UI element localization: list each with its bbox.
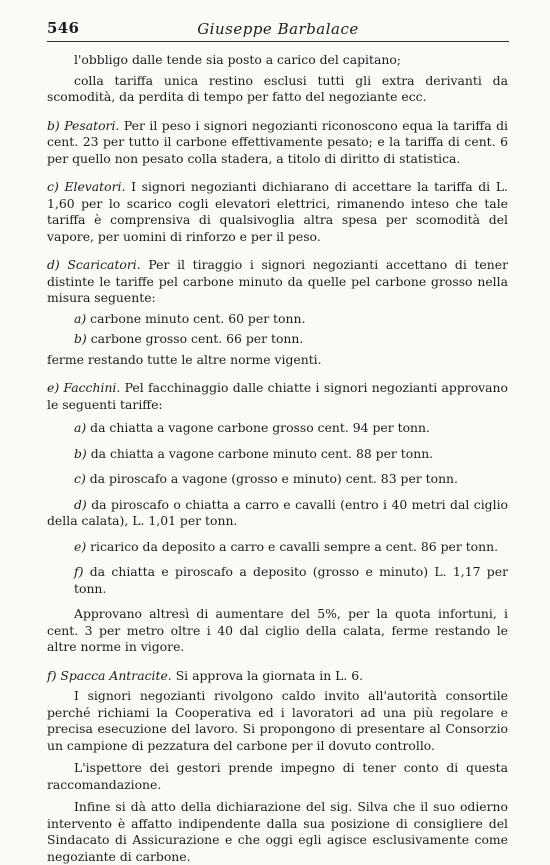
list-item-text: carbone grosso cent. 66 per tonn. <box>86 331 304 346</box>
section-label-spacca-antracite: f) Spacca Antracite. <box>47 667 172 683</box>
page-header <box>47 19 509 42</box>
list-item <box>47 471 508 488</box>
section-text-scaricatori: Per il tiraggio i signori negozianti accettano di tener distinte le tariffe pel carbone minuto da quelle pel carbone grosso nella misura seguente: <box>47 257 508 305</box>
paragraph-invito-cooperativa: I signori negozianti rivolgono caldo invito all'autorità consortile perché richiami la Cooperativa ed i lavoratori ad una più regolare e precisa esecuzione del lavoro. Si propongono di presentare al Consorzio un campione di pezzatura del carbone per il dovuto controllo. <box>47 688 508 753</box>
section-pesatori <box>47 118 508 168</box>
section-text-pesatori: Per il peso i signori negozianti riconoscono equa la tariffa di cent. 23 per tutto il carbone effettivamente pesato; e la tariffa di cent. 6 per quello non pesato colla stadera, a titolo di diritto di statistica. <box>47 117 508 166</box>
list-item <box>47 311 508 328</box>
list-item <box>47 331 508 348</box>
list-item-label: e) <box>74 538 87 554</box>
list-item-label: a) <box>74 310 87 326</box>
section-spacca-antracite <box>47 668 508 685</box>
list-item <box>47 539 508 556</box>
paragraph-dichiarazione-silva: Infine si dà atto della dichiarazione del sig. Silva che il suo odierno intervento è affatto indipendente dalla sua posizione di consigliere del Sindacato di Assicurazione e che oggi egli agisce esclusivamente come negoziante di carbone. <box>47 799 508 864</box>
page-number: 546 <box>47 19 80 37</box>
list-item <box>47 446 508 463</box>
body-text <box>47 52 508 865</box>
list-item-text: da piroscafo a vagone (grosso e minuto) cent. 83 per tonn. <box>85 471 458 486</box>
list-item-label: b) <box>74 445 87 461</box>
list-item <box>47 564 508 597</box>
list-item-text: da chiatta a vagone carbone grosso cent. 94 per tonn. <box>86 420 430 435</box>
section-label-scaricatori: d) Scaricatori. <box>47 257 141 272</box>
section-text-spacca-antracite: Si approva la giornata in L. 6. <box>171 667 364 683</box>
section-label-facchini: e) Facchini. <box>47 380 121 395</box>
list-item-text: da piroscafo o chiatta a carro e cavalli (entro i 40 metri dal ciglio della calata), L. 1,01 per tonn. <box>47 496 508 528</box>
section-text-elevatori: I signori negozianti dichiarano di accettare la tariffa di L. 1,60 per lo scarico cogli elevatori elettrici, rimanendo inteso che tale tariffa è comprensiva di qualsivoglia altra spesa per scomodità del vapore, per uomini di rinforzo e per il peso. <box>47 179 508 244</box>
running-head: Giuseppe Barbalace <box>197 20 359 38</box>
list-item-label: c) <box>74 471 86 486</box>
list-item <box>47 420 508 437</box>
paragraph-tariffa-unica: colla tariffa unica restino esclusi tutti gli extra derivanti da scomodità, da perdita di tempo per fatto del negoziante ecc. <box>47 72 508 104</box>
paragraph-quota-infortuni: Approvano altresì di aumentare del 5%, per la quota infortuni, i cent. 3 per metro oltre i 40 dal ciglio della calata, ferme restando le altre norme in vigore. <box>47 606 508 654</box>
section-facchini <box>47 380 508 413</box>
list-item-text: carbone minuto cent. 60 per tonn. <box>86 310 306 326</box>
section-label-pesatori: b) Pesatori. <box>47 117 120 133</box>
section-text-facchini: Pel facchinaggio dalle chiatte i signori negozianti approvano le seguenti tariffe: <box>47 380 508 412</box>
paragraph-tende: l'obbligo dalle tende sia posto a carico del capitano; <box>74 52 401 67</box>
list-item <box>47 497 508 530</box>
section-scaricatori <box>47 257 508 307</box>
list-item-text: da chiatta e piroscafo a deposito (grosso e minuto) L. 1,17 per tonn. <box>74 564 508 596</box>
list-item-label: d) <box>74 496 87 512</box>
list-item-text: da chiatta a vagone carbone minuto cent. 88 per tonn. <box>86 445 434 461</box>
section-label-elevatori: c) Elevatori. <box>47 179 126 194</box>
paragraph-ispettore: L'ispettore dei gestori prende impegno di tener conto di questa raccomandazione. <box>47 760 508 792</box>
list-item-label: b) <box>74 331 87 346</box>
section-elevatori <box>47 179 508 245</box>
list-item-text: ricarico da deposito a carro e cavalli sempre a cent. 86 per tonn. <box>86 538 499 554</box>
paragraph-norme-vigenti: ferme restando tutte le altre norme vigenti. <box>47 351 322 367</box>
list-item-label: a) <box>74 420 87 435</box>
list-item-label: f) <box>74 564 84 579</box>
